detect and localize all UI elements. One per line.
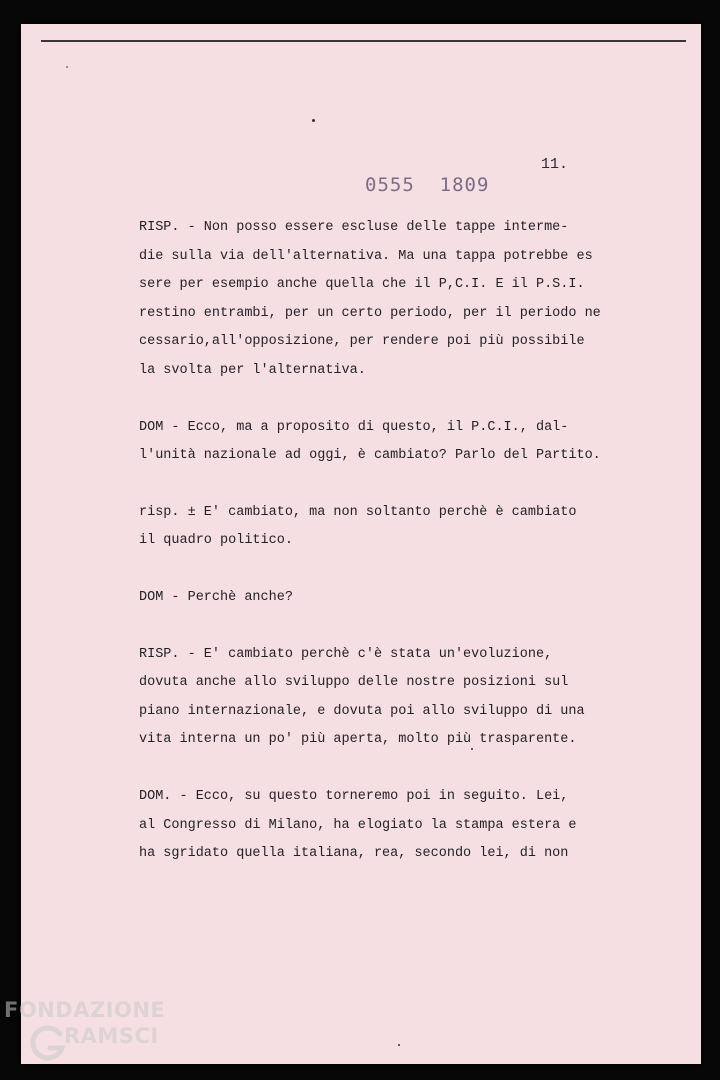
archive-stamp: 0555 1809 bbox=[365, 174, 490, 196]
page-number: 11. bbox=[541, 156, 569, 173]
text-line: piano internazionale, e dovuta poi allo sviluppo di una bbox=[139, 703, 585, 719]
top-rule-line bbox=[41, 40, 686, 42]
text-line: DOM. - Ecco, su questo torneremo poi in seguito. Lei, bbox=[139, 788, 569, 804]
document-page bbox=[21, 24, 701, 1064]
text-line: dovuta anche allo sviluppo delle nostre posizioni sul bbox=[139, 675, 569, 691]
paragraph-dom-2 bbox=[139, 584, 639, 613]
text-line: il quadro politico. bbox=[139, 533, 293, 549]
dust-speck bbox=[66, 66, 68, 68]
text-line: cessario,all'opposizione, per rendere poi più possibile bbox=[139, 334, 585, 350]
watermark-line-1: FONDAZIONE bbox=[4, 998, 166, 1022]
text-line: ha sgridato quella italiana, rea, secondo lei, di non bbox=[139, 846, 569, 862]
text-line: risp. ± E' cambiato, ma non soltanto perchè è cambiato bbox=[139, 504, 577, 520]
paragraph-dom-3 bbox=[139, 783, 639, 869]
text-line: l'unità nazionale ad oggi, è cambiato? Parlo del Partito. bbox=[139, 448, 601, 464]
text-line: DOM - Perchè anche? bbox=[139, 589, 293, 605]
text-line: restino entrambi, per un certo periodo, per il periodo ne bbox=[139, 305, 601, 321]
text-line: vita interna un po' più aperta, molto più trasparente. bbox=[139, 732, 577, 748]
paragraph-risp-1 bbox=[139, 214, 639, 386]
typed-text-body bbox=[139, 214, 639, 897]
paragraph-risp-3 bbox=[139, 641, 639, 755]
text-line: sere per esempio anche quella che il P,C.I. E il P.S.I. bbox=[139, 277, 585, 293]
text-line: die sulla via dell'alternativa. Ma una tappa potrebbe es bbox=[139, 248, 593, 264]
dust-speck bbox=[398, 1044, 400, 1046]
fondazione-gramsci-watermark bbox=[4, 998, 204, 1068]
text-line: la svolta per l'alternativa. bbox=[139, 362, 366, 378]
text-line: RISP. - E' cambiato perchè c'è stata un'evoluzione, bbox=[139, 646, 553, 662]
paragraph-risp-2 bbox=[139, 499, 639, 556]
dust-speck bbox=[312, 119, 315, 122]
text-line: al Congresso di Milano, ha elogiato la stampa estera e bbox=[139, 817, 577, 833]
text-line: RISP. - Non posso essere escluse delle tappe interme- bbox=[139, 220, 569, 235]
paragraph-dom-1 bbox=[139, 414, 639, 471]
text-line: DOM - Ecco, ma a proposito di questo, il P.C.I., dal- bbox=[139, 419, 569, 435]
watermark-line-2: RAMSCI bbox=[64, 1024, 159, 1048]
